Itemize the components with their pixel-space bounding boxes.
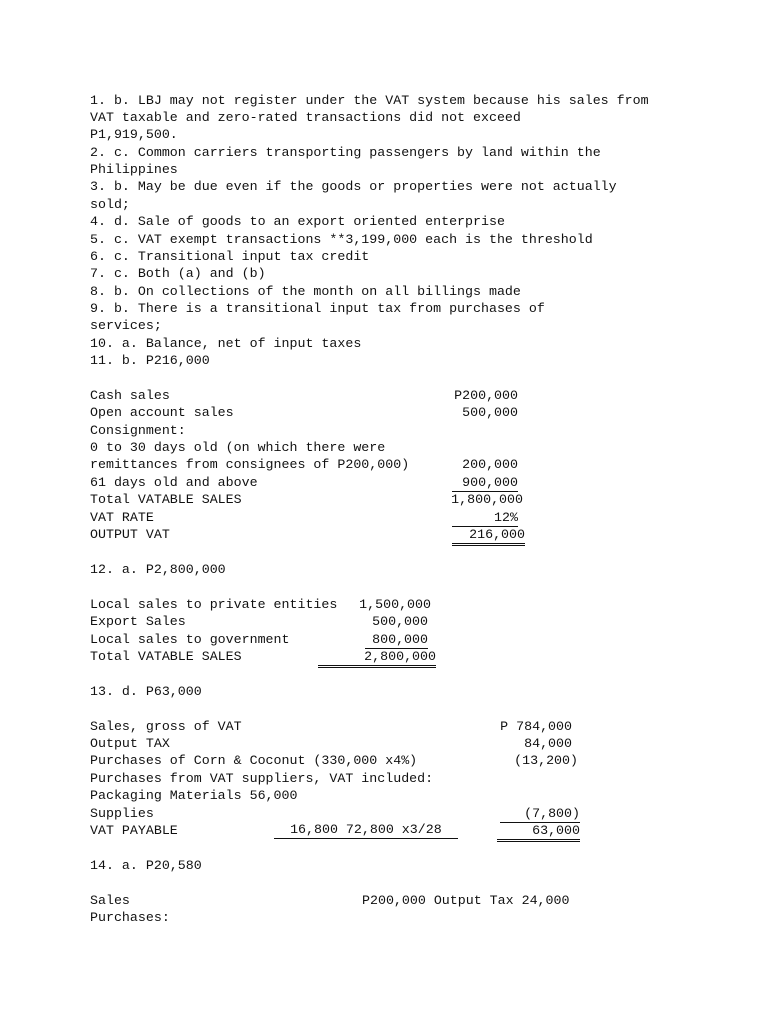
line-amount: 12%: [452, 510, 518, 527]
line-label: Total VATABLE SALES: [90, 649, 242, 664]
line-label: Purchases from VAT suppliers, VAT included:: [90, 771, 434, 786]
answer-line: 3. b. May be due even if the goods or properties were not actually: [90, 179, 617, 194]
answer-heading: 13. d. P63,000: [90, 684, 202, 699]
answer-line: 2. c. Common carriers transporting passengers by land within the: [90, 145, 601, 160]
line-label: Consignment:: [90, 423, 186, 438]
line-amount: 84,000: [524, 736, 572, 751]
answer-line: 9. b. There is a transitional input tax from purchases of: [90, 301, 545, 316]
answer-line: 7. c. Both (a) and (b): [90, 266, 266, 281]
line-detail: P200,000 Output Tax 24,000: [362, 893, 570, 908]
answer-line: P1,919,500.: [90, 127, 178, 142]
line-label: Open account sales: [90, 405, 234, 420]
line-amount: P 784,000: [500, 719, 572, 734]
line-label: Export Sales: [90, 614, 186, 629]
answer-line: 10. a. Balance, net of input taxes: [90, 336, 362, 351]
answer-heading: 12. a. P2,800,000: [90, 562, 226, 577]
line-amount: 500,000: [372, 614, 428, 629]
line-amount: 800,000: [365, 632, 428, 649]
answer-line: 4. d. Sale of goods to an export oriented enterprise: [90, 214, 505, 229]
line-amount: 1,500,000: [359, 597, 431, 612]
line-label: Sales, gross of VAT: [90, 719, 242, 734]
line-label: VAT RATE: [90, 510, 154, 525]
line-label: Local sales to private entities: [90, 597, 338, 612]
answer-line: 11. b. P216,000: [90, 353, 210, 368]
line-label: remittances from consignees of P200,000): [90, 457, 410, 472]
line-label: 61 days old and above: [90, 475, 258, 490]
line-label: Sales: [90, 893, 130, 908]
line-amount: 2,800,000: [318, 649, 436, 668]
answer-line: 1. b. LBJ may not register under the VAT system because his sales from: [90, 93, 649, 108]
line-label: Output TAX: [90, 736, 170, 751]
answer-line: VAT taxable and zero-rated transactions did not exceed: [90, 110, 521, 125]
answer-line: Philippines: [90, 162, 178, 177]
answer-heading: 14. a. P20,580: [90, 858, 202, 873]
line-label: Local sales to government: [90, 632, 290, 647]
answer-line: 8. b. On collections of the month on all billings made: [90, 284, 521, 299]
line-amount: 216,000: [452, 527, 525, 546]
answer-line: 6. c. Transitional input tax credit: [90, 249, 370, 264]
line-label: Total VATABLE SALES: [90, 492, 242, 507]
line-amount: (7,800): [500, 806, 580, 823]
answer-line: services;: [90, 318, 162, 333]
line-amount: 200,000: [462, 457, 518, 472]
answer-line: 5. c. VAT exempt transactions **3,199,000 each is the threshold: [90, 232, 593, 247]
line-amount: P200,000: [454, 388, 518, 403]
line-amount: (13,200): [514, 753, 578, 768]
line-label: Cash sales: [90, 388, 170, 403]
line-label: Purchases:: [90, 910, 170, 925]
line-label: VAT PAYABLE: [90, 823, 178, 838]
line-amount: 900,000: [452, 475, 518, 492]
line-label: OUTPUT VAT: [90, 527, 170, 542]
line-amount: 1,800,000: [451, 492, 523, 507]
line-detail-text: 16,800 72,800 x3/28: [274, 822, 458, 839]
line-detail: [226, 806, 442, 855]
answer-line: sold;: [90, 197, 130, 212]
line-amount: 500,000: [462, 405, 518, 420]
line-amount: 63,000: [497, 823, 580, 842]
line-label: Packaging Materials 56,000: [90, 788, 298, 803]
line-label: Supplies: [90, 806, 154, 821]
line-label: 0 to 30 days old (on which there were: [90, 440, 386, 455]
line-label: Purchases of Corn & Coconut (330,000 x4%): [90, 753, 418, 768]
